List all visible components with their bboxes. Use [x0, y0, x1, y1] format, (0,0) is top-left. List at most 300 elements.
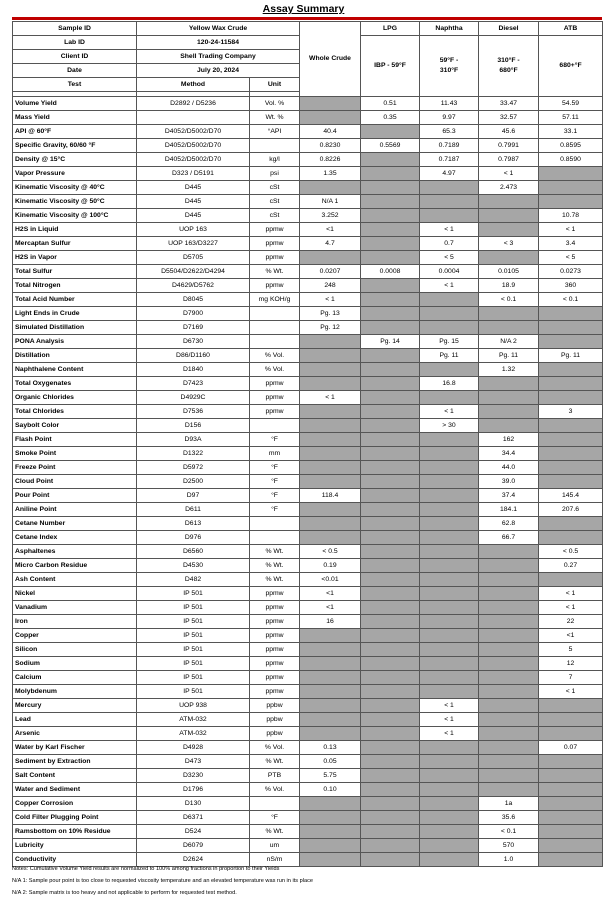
table-row: [13, 573, 603, 587]
table-row: [13, 629, 603, 643]
table-row: [13, 461, 603, 475]
value-cell: [361, 503, 420, 517]
value-cell: [539, 755, 603, 769]
value-cell: [300, 685, 361, 699]
table-row: [13, 321, 603, 335]
table-row: [13, 657, 603, 671]
value-cell: <1: [300, 601, 361, 615]
test-cell: Calcium: [13, 671, 137, 685]
value-cell: [361, 769, 420, 783]
value-cell: [539, 531, 603, 545]
method-cell: D7900: [137, 307, 250, 321]
method-cell: D6730: [137, 335, 250, 349]
table-row: [13, 503, 603, 517]
method-cell: D1796: [137, 783, 250, 797]
method-cell: D97: [137, 489, 250, 503]
unit-cell: mm: [250, 447, 300, 461]
unit-cell: % Vol.: [250, 349, 300, 363]
test-cell: Kinematic Viscosity @ 40°C: [13, 181, 137, 195]
value-cell: 0.7189: [420, 139, 479, 153]
value-cell: Pg. 15: [420, 335, 479, 349]
value-cell: [361, 167, 420, 181]
value-cell: [420, 475, 479, 489]
table-row: [13, 699, 603, 713]
unit-cell: °API: [250, 125, 300, 139]
unit-cell: ppmw: [250, 251, 300, 265]
unit-cell: % Wt.: [250, 559, 300, 573]
unit-cell: nS/m: [250, 853, 300, 867]
test-cell: Molybdenum: [13, 685, 137, 699]
table-row: [13, 223, 603, 237]
value-cell: [300, 363, 361, 377]
method-cell: IP 501: [137, 601, 250, 615]
value-cell: [479, 643, 539, 657]
value-cell: [361, 531, 420, 545]
table-row: [13, 783, 603, 797]
test-cell: Naphthalene Content: [13, 363, 137, 377]
value-cell: [420, 531, 479, 545]
value-cell: [479, 727, 539, 741]
value-cell: N/A 2: [479, 335, 539, 349]
value-cell: Pg. 14: [361, 335, 420, 349]
value-cell: [539, 307, 603, 321]
value-cell: 44.0: [479, 461, 539, 475]
value-cell: [361, 699, 420, 713]
value-cell: [361, 125, 420, 139]
value-cell: 145.4: [539, 489, 603, 503]
value-cell: 34.4: [479, 447, 539, 461]
method-cell: D473: [137, 755, 250, 769]
value-cell: [300, 349, 361, 363]
value-cell: [420, 447, 479, 461]
value-cell: < 1: [300, 293, 361, 307]
value-cell: [361, 447, 420, 461]
table-row: [13, 769, 603, 783]
value-cell: [361, 307, 420, 321]
method-cell: D3230: [137, 769, 250, 783]
method-cell: D524: [137, 825, 250, 839]
unit-cell: [250, 797, 300, 811]
value-cell: [539, 167, 603, 181]
value-cell: [539, 363, 603, 377]
value-cell: [539, 181, 603, 195]
table-row: [13, 671, 603, 685]
value-cell: [300, 419, 361, 433]
value-cell: [479, 587, 539, 601]
info-label: Lab ID: [13, 36, 137, 50]
value-cell: 22: [539, 615, 603, 629]
table-row: [13, 349, 603, 363]
value-cell: [361, 797, 420, 811]
unit-cell: °F: [250, 503, 300, 517]
value-cell: [361, 545, 420, 559]
unit-cell: um: [250, 839, 300, 853]
test-column-header: Test: [13, 78, 137, 92]
value-cell: [300, 671, 361, 685]
table-row: [13, 265, 603, 279]
table-row: [13, 559, 603, 573]
value-cell: 39.0: [479, 475, 539, 489]
table-row: [13, 237, 603, 251]
test-cell: Copper Corrosion: [13, 797, 137, 811]
method-cell: IP 501: [137, 587, 250, 601]
value-cell: [361, 461, 420, 475]
value-cell: [361, 783, 420, 797]
fraction-name: Naphtha: [420, 22, 479, 36]
value-cell: 11.43: [420, 97, 479, 111]
value-cell: <1: [539, 629, 603, 643]
value-cell: 0.07: [539, 741, 603, 755]
unit-cell: [250, 321, 300, 335]
value-cell: 0.51: [361, 97, 420, 111]
value-cell: [361, 433, 420, 447]
test-cell: Mercury: [13, 699, 137, 713]
table-row: [13, 755, 603, 769]
fraction-name: Diesel: [479, 22, 539, 36]
value-cell: 0.10: [300, 783, 361, 797]
value-cell: [479, 783, 539, 797]
value-cell: [361, 251, 420, 265]
test-cell: Light Ends in Crude: [13, 307, 137, 321]
table-row: [13, 419, 603, 433]
value-cell: [300, 377, 361, 391]
value-cell: [361, 363, 420, 377]
value-cell: 0.8590: [539, 153, 603, 167]
value-cell: [300, 97, 361, 111]
value-cell: [361, 237, 420, 251]
value-cell: [479, 685, 539, 699]
fraction-range: 680+°F: [539, 36, 603, 97]
unit-cell: ppmw: [250, 377, 300, 391]
fraction-range: 310°F - 680°F: [479, 36, 539, 97]
value-cell: 3.252: [300, 209, 361, 223]
test-cell: Flash Point: [13, 433, 137, 447]
value-cell: [420, 587, 479, 601]
value-cell: 12: [539, 657, 603, 671]
value-cell: <1: [300, 223, 361, 237]
value-cell: [361, 671, 420, 685]
value-cell: < 1: [420, 405, 479, 419]
value-cell: 0.0273: [539, 265, 603, 279]
table-row: [13, 209, 603, 223]
info-label: Sample ID: [13, 22, 137, 36]
value-cell: 1a: [479, 797, 539, 811]
value-cell: [361, 587, 420, 601]
value-cell: < 1: [539, 587, 603, 601]
table-row: [13, 531, 603, 545]
table-row: [13, 713, 603, 727]
value-cell: 5: [539, 643, 603, 657]
value-cell: [479, 671, 539, 685]
method-cell: D4052/D5002/D70: [137, 125, 250, 139]
unit-cell: % Vol.: [250, 363, 300, 377]
value-cell: [420, 643, 479, 657]
value-cell: [300, 727, 361, 741]
table-row: [13, 587, 603, 601]
value-cell: [420, 293, 479, 307]
method-cell: D445: [137, 209, 250, 223]
table-row: [13, 111, 603, 125]
test-cell: Water and Sediment: [13, 783, 137, 797]
table-row: [13, 139, 603, 153]
value-cell: [420, 209, 479, 223]
value-cell: [479, 223, 539, 237]
method-cell: IP 501: [137, 615, 250, 629]
value-cell: [479, 251, 539, 265]
method-cell: D1322: [137, 447, 250, 461]
test-cell: PONA Analysis: [13, 335, 137, 349]
value-cell: [361, 195, 420, 209]
table-row: [13, 685, 603, 699]
table-row: [13, 853, 603, 867]
value-cell: [420, 629, 479, 643]
table-row: [13, 335, 603, 349]
table-row: [13, 279, 603, 293]
value-cell: [420, 657, 479, 671]
unit-cell: [250, 139, 300, 153]
value-cell: [539, 797, 603, 811]
unit-cell: ppmw: [250, 391, 300, 405]
test-cell: Salt Content: [13, 769, 137, 783]
unit-cell: [250, 517, 300, 531]
test-cell: Arsenic: [13, 727, 137, 741]
value-cell: 16: [300, 615, 361, 629]
unit-cell: % Vol.: [250, 783, 300, 797]
value-cell: [361, 573, 420, 587]
method-cell: D1840: [137, 363, 250, 377]
value-cell: 0.0207: [300, 265, 361, 279]
value-cell: Pg. 11: [420, 349, 479, 363]
value-cell: [361, 377, 420, 391]
value-cell: [539, 321, 603, 335]
unit-cell: ppmw: [250, 685, 300, 699]
test-cell: Mass Yield: [13, 111, 137, 125]
value-cell: [420, 433, 479, 447]
unit-cell: psi: [250, 167, 300, 181]
value-cell: [479, 601, 539, 615]
table-row: [13, 307, 603, 321]
test-cell: Total Nitrogen: [13, 279, 137, 293]
value-cell: 0.0105: [479, 265, 539, 279]
value-cell: N/A 1: [300, 195, 361, 209]
value-cell: [479, 629, 539, 643]
value-cell: [539, 475, 603, 489]
value-cell: [479, 391, 539, 405]
value-cell: <0.01: [300, 573, 361, 587]
method-cell: D7423: [137, 377, 250, 391]
test-cell: Simulated Distillation: [13, 321, 137, 335]
value-cell: 207.6: [539, 503, 603, 517]
value-cell: [300, 335, 361, 349]
value-cell: 1.35: [300, 167, 361, 181]
unit-cell: cSt: [250, 195, 300, 209]
test-cell: Organic Chlorides: [13, 391, 137, 405]
unit-cell: [250, 335, 300, 349]
unit-cell: % Vol.: [250, 741, 300, 755]
unit-cell: % Wt.: [250, 265, 300, 279]
value-cell: 35.6: [479, 811, 539, 825]
value-cell: 3.4: [539, 237, 603, 251]
method-cell: D2500: [137, 475, 250, 489]
value-cell: [361, 223, 420, 237]
value-cell: [361, 517, 420, 531]
method-cell: UOP 163/D3227: [137, 237, 250, 251]
title-accent-bar: [12, 17, 602, 20]
value-cell: 0.8226: [300, 153, 361, 167]
method-cell: IP 501: [137, 629, 250, 643]
value-cell: [539, 853, 603, 867]
value-cell: 37.4: [479, 489, 539, 503]
unit-cell: mg KOH/g: [250, 293, 300, 307]
value-cell: < 0.5: [539, 545, 603, 559]
method-cell: D445: [137, 181, 250, 195]
value-cell: 2.473: [479, 181, 539, 195]
unit-cell: ppmw: [250, 629, 300, 643]
method-cell: UOP 938: [137, 699, 250, 713]
table-row: [13, 405, 603, 419]
value-cell: [479, 321, 539, 335]
test-cell: Micro Carbon Residue: [13, 559, 137, 573]
value-cell: [420, 797, 479, 811]
value-cell: < 1: [539, 601, 603, 615]
test-cell: Ramsbottom on 10% Residue: [13, 825, 137, 839]
value-cell: [300, 531, 361, 545]
test-cell: Vapor Pressure: [13, 167, 137, 181]
table-row: [13, 195, 603, 209]
value-cell: < 1: [479, 167, 539, 181]
test-cell: Saybolt Color: [13, 419, 137, 433]
value-cell: 9.97: [420, 111, 479, 125]
table-row: [13, 643, 603, 657]
value-cell: < 1: [300, 391, 361, 405]
table-row: [13, 545, 603, 559]
note-line: Notes: Cumulative Volume Yield results are normalized to 100% among fractions in proportion to their Yields: [12, 866, 280, 872]
value-cell: [300, 839, 361, 853]
table-row: [13, 167, 603, 181]
unit-cell: % Wt.: [250, 825, 300, 839]
value-cell: [420, 489, 479, 503]
value-cell: [539, 699, 603, 713]
value-cell: [539, 195, 603, 209]
whole-crude-header: Whole Crude: [300, 22, 361, 97]
test-cell: Cetane Index: [13, 531, 137, 545]
table-row: [13, 293, 603, 307]
value-cell: [479, 307, 539, 321]
value-cell: [539, 377, 603, 391]
value-cell: 32.57: [479, 111, 539, 125]
unit-cell: ppbw: [250, 713, 300, 727]
value-cell: [361, 293, 420, 307]
value-cell: <1: [300, 587, 361, 601]
test-cell: Lead: [13, 713, 137, 727]
value-cell: < 0.1: [479, 293, 539, 307]
method-cell: D130: [137, 797, 250, 811]
value-cell: [300, 433, 361, 447]
unit-cell: ppmw: [250, 223, 300, 237]
method-cell: UOP 163: [137, 223, 250, 237]
method-cell: D4530: [137, 559, 250, 573]
value-cell: 45.6: [479, 125, 539, 139]
value-cell: [361, 825, 420, 839]
value-cell: [420, 363, 479, 377]
method-cell: D93A: [137, 433, 250, 447]
value-cell: < 0.1: [479, 825, 539, 839]
test-cell: Sodium: [13, 657, 137, 671]
table-row: [13, 377, 603, 391]
unit-cell: cSt: [250, 181, 300, 195]
unit-cell: ppmw: [250, 405, 300, 419]
value-cell: [300, 797, 361, 811]
value-cell: [361, 853, 420, 867]
table-row: [13, 475, 603, 489]
unit-cell: ppbw: [250, 699, 300, 713]
info-value: Shell Trading Company: [137, 50, 300, 64]
value-cell: [539, 727, 603, 741]
value-cell: 0.7987: [479, 153, 539, 167]
value-cell: [539, 825, 603, 839]
value-cell: < 5: [539, 251, 603, 265]
value-cell: [539, 517, 603, 531]
table-row: [13, 517, 603, 531]
method-cell: IP 501: [137, 643, 250, 657]
method-cell: IP 501: [137, 657, 250, 671]
value-cell: [539, 391, 603, 405]
test-cell: Aniline Point: [13, 503, 137, 517]
unit-cell: ppmw: [250, 643, 300, 657]
method-cell: IP 501: [137, 671, 250, 685]
value-cell: [479, 419, 539, 433]
test-cell: Total Oxygenates: [13, 377, 137, 391]
value-cell: 0.13: [300, 741, 361, 755]
value-cell: [300, 475, 361, 489]
page-title: Assay Summary: [262, 3, 345, 15]
value-cell: [300, 657, 361, 671]
method-cell: D2624: [137, 853, 250, 867]
value-cell: [420, 601, 479, 615]
test-cell: Iron: [13, 615, 137, 629]
table-row: [13, 615, 603, 629]
value-cell: [479, 615, 539, 629]
value-cell: < 1: [420, 279, 479, 293]
value-cell: 4.97: [420, 167, 479, 181]
unit-cell: ppmw: [250, 657, 300, 671]
value-cell: [361, 811, 420, 825]
value-cell: [420, 181, 479, 195]
unit-cell: ppmw: [250, 237, 300, 251]
method-cell: D6371: [137, 811, 250, 825]
value-cell: [420, 769, 479, 783]
value-cell: < 1: [539, 685, 603, 699]
method-cell: D7169: [137, 321, 250, 335]
info-row: [13, 22, 603, 36]
method-cell: D86/D1160: [137, 349, 250, 363]
value-cell: [300, 517, 361, 531]
method-cell: D976: [137, 531, 250, 545]
value-cell: [420, 195, 479, 209]
value-cell: [420, 839, 479, 853]
test-cell: Sediment by Extraction: [13, 755, 137, 769]
value-cell: 57.11: [539, 111, 603, 125]
test-cell: Cloud Point: [13, 475, 137, 489]
value-cell: [420, 741, 479, 755]
method-cell: D5705: [137, 251, 250, 265]
value-cell: < 0.1: [539, 293, 603, 307]
method-cell: D613: [137, 517, 250, 531]
value-cell: [420, 307, 479, 321]
value-cell: [420, 671, 479, 685]
value-cell: [479, 755, 539, 769]
value-cell: 0.0004: [420, 265, 479, 279]
